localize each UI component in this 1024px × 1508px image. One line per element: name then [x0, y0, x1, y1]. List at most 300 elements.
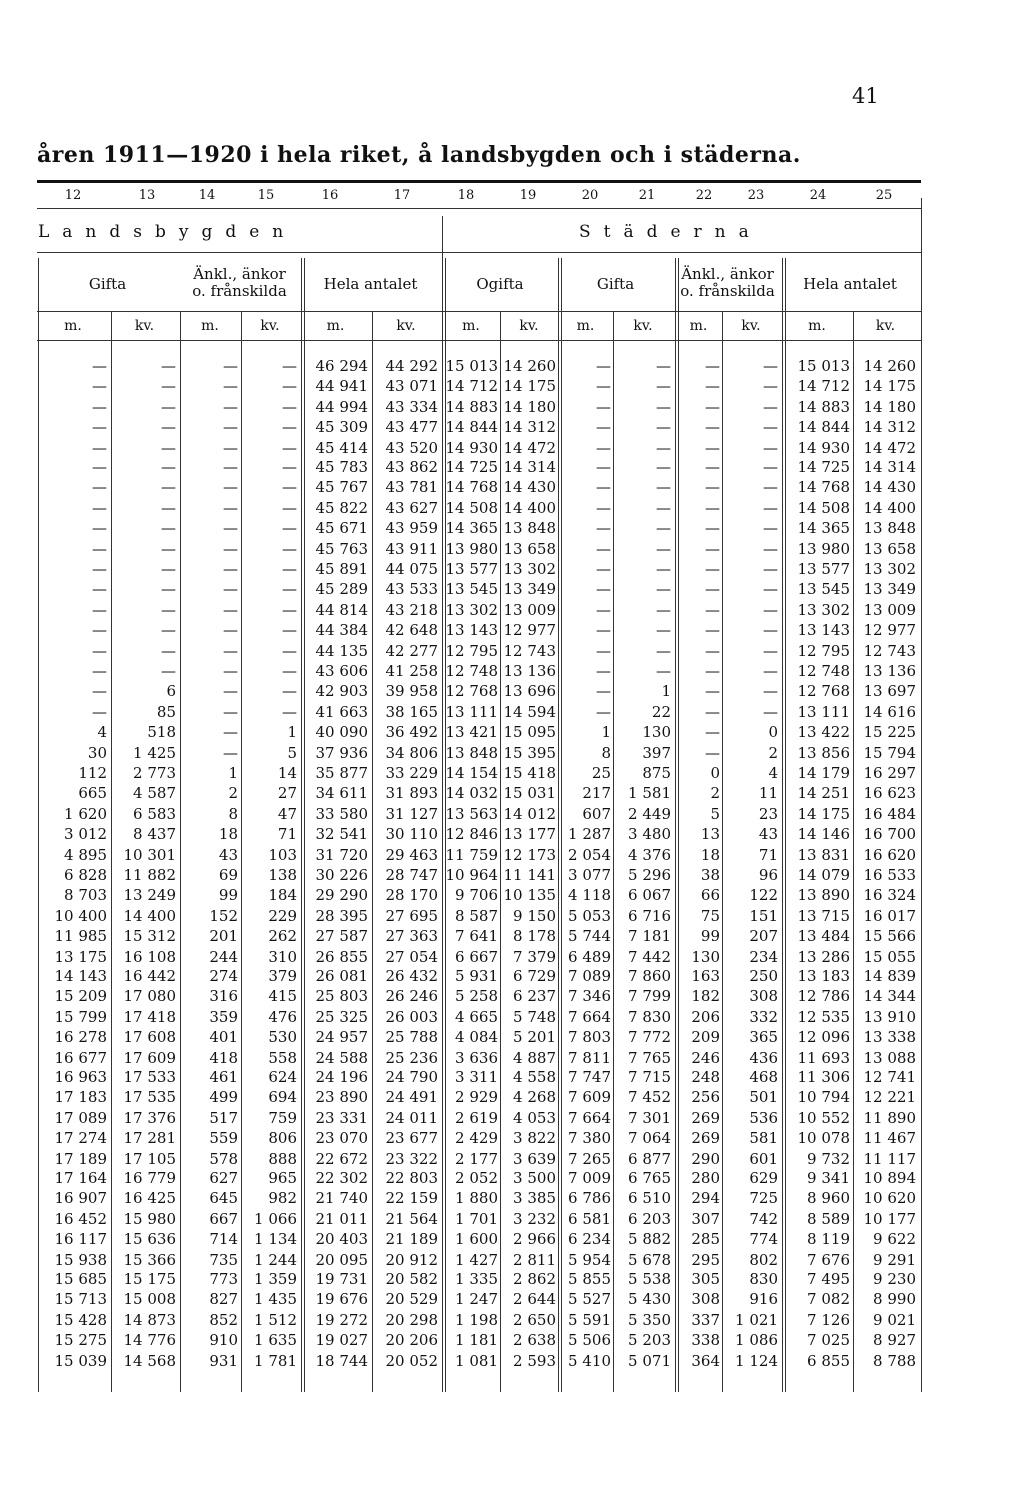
- table-cell: 2 638: [513, 1331, 556, 1350]
- column-group-ogifta_stad: Ogifta: [476, 275, 524, 293]
- table-cell: 5 678: [628, 1250, 671, 1269]
- table-cell: —: [223, 662, 238, 680]
- table-cell: —: [161, 519, 176, 538]
- table-cell: 16 017: [863, 906, 916, 925]
- table-cell: 184: [268, 886, 297, 905]
- column-number: 15: [257, 188, 275, 203]
- table-cell: 10 552: [797, 1108, 850, 1127]
- table-cell: 982: [268, 1189, 297, 1208]
- table-cell: 14 472: [863, 438, 916, 457]
- table-cell: 26 081: [315, 967, 368, 985]
- table-cell: 3 639: [513, 1149, 556, 1168]
- table-cell: 45 671: [315, 519, 368, 538]
- table-cell: 13 545: [797, 580, 850, 599]
- table-cell: 15 713: [54, 1290, 107, 1309]
- table-cell: 14 430: [503, 478, 556, 497]
- table-cell: 910: [209, 1331, 238, 1350]
- table-cell: 1 124: [735, 1351, 778, 1370]
- table-cell: 759: [268, 1108, 297, 1127]
- table-cell: 15 418: [503, 764, 556, 782]
- table-cell: 38: [700, 866, 720, 884]
- table-cell: 33 229: [385, 764, 438, 782]
- table-cell: 501: [749, 1088, 778, 1107]
- table-cell: —: [223, 580, 238, 599]
- table-cell: 7 715: [628, 1068, 671, 1086]
- table-cell: 152: [209, 906, 238, 925]
- table-cell: 13 577: [445, 560, 498, 578]
- table-cell: 5 931: [455, 967, 498, 985]
- table-cell: 23 322: [385, 1149, 438, 1168]
- table-cell: —: [705, 723, 720, 742]
- sex-label: m.: [462, 318, 480, 334]
- table-cell: 13 249: [123, 886, 176, 905]
- table-cell: —: [596, 519, 611, 538]
- table-cell: 19 676: [315, 1290, 368, 1309]
- table-cell: 14 180: [503, 397, 556, 416]
- table-cell: 8 990: [873, 1290, 916, 1309]
- table-cell: 11 759: [445, 845, 498, 864]
- table-cell: 14 260: [863, 357, 916, 375]
- table-cell: 14 175: [797, 804, 850, 823]
- table-cell: 13 563: [445, 804, 498, 823]
- column-group-hela_stad: Hela antalet: [803, 275, 897, 293]
- table-cell: 6 510: [628, 1189, 671, 1208]
- table-cell: 6 583: [133, 804, 176, 823]
- table-cell: 7 025: [807, 1331, 850, 1350]
- table-cell: 558: [268, 1048, 297, 1067]
- table-cell: 47: [277, 804, 297, 823]
- table-cell: 45 763: [315, 539, 368, 558]
- table-cell: 2 449: [628, 804, 671, 823]
- table-cell: 4 084: [455, 1028, 498, 1047]
- table-cell: 25 325: [315, 1007, 368, 1026]
- table-cell: —: [596, 682, 611, 701]
- column-number: 20: [581, 188, 599, 203]
- table-cell: —: [596, 418, 611, 437]
- table-cell: 43 781: [385, 478, 438, 497]
- table-cell: —: [92, 702, 107, 721]
- table-cell: 5 053: [568, 906, 611, 925]
- table-cell: —: [656, 621, 671, 640]
- table-cell: 285: [691, 1230, 720, 1249]
- table-cell: 16 623: [863, 784, 916, 803]
- table-cell: 28 395: [315, 906, 368, 925]
- table-cell: 415: [268, 987, 297, 1006]
- table-cell: 234: [749, 947, 778, 966]
- table-cell: 7 442: [628, 947, 671, 966]
- table-cell: 10 177: [863, 1209, 916, 1228]
- table-top-rule: [37, 180, 921, 183]
- table-cell: 14 146: [797, 825, 850, 844]
- table-cell: 8 587: [455, 906, 498, 925]
- table-cell: 14 768: [445, 478, 498, 497]
- table-cell: 16 324: [863, 886, 916, 905]
- table-cell: 17 535: [123, 1088, 176, 1107]
- table-cell: 6 855: [807, 1351, 850, 1370]
- table-cell: —: [282, 458, 297, 476]
- table-cell: 16 907: [54, 1189, 107, 1208]
- table-cell: 13 111: [797, 702, 850, 721]
- table-cell: 364: [691, 1351, 720, 1370]
- table-cell: —: [656, 478, 671, 497]
- table-cell: 6 828: [64, 866, 107, 884]
- table-cell: 3 385: [513, 1189, 556, 1208]
- table-cell: —: [92, 560, 107, 578]
- table-cell: —: [656, 600, 671, 619]
- table-cell: 6 716: [628, 906, 671, 925]
- table-cell: 44 814: [315, 600, 368, 619]
- table-cell: —: [282, 498, 297, 517]
- table-cell: 3 822: [513, 1129, 556, 1148]
- table-cell: —: [282, 600, 297, 619]
- table-cell: 27: [277, 784, 297, 803]
- sex-label: kv.: [260, 318, 280, 334]
- table-cell: 2 429: [455, 1129, 498, 1148]
- table-cell: 1 244: [254, 1250, 297, 1269]
- table-cell: 246: [691, 1048, 720, 1067]
- table-cell: 5 203: [628, 1331, 671, 1350]
- table-cell: —: [705, 377, 720, 396]
- table-cell: 14 312: [503, 418, 556, 437]
- table-cell: 14 179: [797, 764, 850, 782]
- table-cell: 24 011: [385, 1108, 438, 1127]
- table-cell: 9 732: [807, 1149, 850, 1168]
- table-cell: 1 287: [568, 825, 611, 844]
- table-cell: 4 118: [568, 886, 611, 905]
- table-cell: 13 286: [797, 947, 850, 966]
- table-cell: 14 400: [123, 906, 176, 925]
- table-cell: —: [92, 438, 107, 457]
- table-cell: 14 776: [123, 1331, 176, 1350]
- table-cell: 138: [268, 866, 297, 884]
- table-cell: 15 225: [863, 723, 916, 742]
- table-cell: 1: [228, 764, 238, 782]
- table-cell: —: [763, 458, 778, 476]
- table-cell: 16 425: [123, 1189, 176, 1208]
- table-cell: 22 302: [315, 1169, 368, 1187]
- table-cell: —: [763, 478, 778, 497]
- table-cell: 45 414: [315, 438, 368, 457]
- page-number: 41: [852, 84, 879, 108]
- table-cell: 8: [601, 743, 611, 762]
- table-cell: 5 744: [568, 927, 611, 946]
- table-cell: 13 848: [863, 519, 916, 538]
- table-cell: 14 930: [797, 438, 850, 457]
- column-group-line: Änkl., änkor: [193, 265, 286, 283]
- table-cell: 14: [277, 764, 297, 782]
- table-cell: 20 052: [385, 1351, 438, 1370]
- table-cell: 229: [268, 906, 297, 925]
- table-cell: —: [656, 438, 671, 457]
- table-cell: 3 500: [513, 1169, 556, 1187]
- column-number: 22: [695, 188, 713, 203]
- table-cell: 269: [691, 1108, 720, 1127]
- table-cell: 16 117: [54, 1230, 107, 1249]
- table-cell: 7 664: [568, 1007, 611, 1026]
- table-cell: —: [92, 682, 107, 701]
- table-cell: 13 980: [445, 539, 498, 558]
- table-cell: 20 403: [315, 1230, 368, 1249]
- table-cell: 45 822: [315, 498, 368, 517]
- table-cell: 7 009: [568, 1169, 611, 1187]
- table-cell: 24 790: [385, 1068, 438, 1086]
- table-cell: 7 301: [628, 1108, 671, 1127]
- table-cell: 10 135: [503, 886, 556, 905]
- table-cell: —: [763, 600, 778, 619]
- table-cell: 17 080: [123, 987, 176, 1006]
- table-cell: 11 306: [797, 1068, 850, 1086]
- table-cell: 14 930: [445, 438, 498, 457]
- sex-label: kv.: [741, 318, 761, 334]
- table-cell: —: [223, 377, 238, 396]
- table-cell: 12 743: [503, 641, 556, 660]
- table-cell: 43 959: [385, 519, 438, 538]
- table-cell: 9 230: [873, 1270, 916, 1288]
- table-cell: 852: [209, 1310, 238, 1329]
- table-cell: 499: [209, 1088, 238, 1107]
- table-cell: 43 862: [385, 458, 438, 476]
- table-cell: 15 039: [54, 1351, 107, 1370]
- table-cell: 13 302: [445, 600, 498, 619]
- table-cell: 4: [768, 764, 778, 782]
- table-cell: —: [223, 682, 238, 701]
- table-cell: 0: [710, 764, 720, 782]
- table-cell: —: [223, 519, 238, 538]
- column-number: 14: [198, 188, 216, 203]
- table-cell: 13 177: [503, 825, 556, 844]
- table-cell: —: [596, 560, 611, 578]
- table-cell: 13 088: [863, 1048, 916, 1067]
- table-cell: 12 977: [863, 621, 916, 640]
- table-cell: —: [656, 397, 671, 416]
- table-cell: 13 143: [797, 621, 850, 640]
- table-cell: 7 089: [568, 967, 611, 985]
- table-cell: 16 442: [123, 967, 176, 985]
- table-cell: 13 856: [797, 743, 850, 762]
- subheader-rule: [37, 340, 921, 341]
- table-cell: —: [92, 498, 107, 517]
- table-cell: 46 294: [315, 357, 368, 375]
- table-cell: 44 941: [315, 377, 368, 396]
- table-cell: —: [92, 357, 107, 375]
- table-cell: 15 008: [123, 1290, 176, 1309]
- table-cell: 17 608: [123, 1028, 176, 1047]
- column-number: 21: [638, 188, 656, 203]
- table-cell: 274: [209, 967, 238, 985]
- table-cell: 12 535: [797, 1007, 850, 1026]
- sex-label: m.: [576, 318, 595, 334]
- table-cell: 1 600: [455, 1230, 498, 1249]
- table-cell: 11: [758, 784, 778, 803]
- table-cell: 22 159: [385, 1189, 438, 1208]
- table-cell: —: [656, 357, 671, 375]
- table-cell: 23: [758, 804, 778, 823]
- table-cell: —: [223, 641, 238, 660]
- table-cell: —: [223, 702, 238, 721]
- table-cell: 14 725: [445, 458, 498, 476]
- table-cell: 13 484: [797, 927, 850, 946]
- table-cell: 7 803: [568, 1028, 611, 1047]
- table-cell: 5: [710, 804, 720, 823]
- table-cell: —: [92, 621, 107, 640]
- table-cell: 5 506: [568, 1331, 611, 1350]
- table-cell: 13: [700, 825, 720, 844]
- table-cell: 5 430: [628, 1290, 671, 1309]
- table-cell: —: [656, 519, 671, 538]
- column-number: 12: [64, 188, 82, 203]
- table-cell: 14 873: [123, 1310, 176, 1329]
- table-cell: 15 031: [503, 784, 556, 803]
- table-cell: 15 566: [863, 927, 916, 946]
- sex-label: m.: [201, 318, 219, 334]
- table-cell: —: [161, 580, 176, 599]
- table-cell: 14 725: [797, 458, 850, 476]
- column-group-gifta_land: Gifta: [88, 275, 127, 293]
- table-cell: 24 588: [315, 1048, 368, 1067]
- table-cell: —: [705, 478, 720, 497]
- column-number: 25: [875, 188, 893, 203]
- table-cell: 827: [209, 1290, 238, 1309]
- table-cell: 37 936: [315, 743, 368, 762]
- table-cell: 10 620: [863, 1189, 916, 1208]
- table-cell: 530: [268, 1028, 297, 1047]
- column-number: 17: [393, 188, 411, 203]
- table-cell: —: [596, 641, 611, 660]
- table-cell: 3 636: [455, 1048, 498, 1067]
- table-cell: 12 768: [797, 682, 850, 701]
- table-cell: 6 237: [513, 987, 556, 1006]
- table-cell: 559: [209, 1129, 238, 1148]
- table-cell: 9 291: [873, 1250, 916, 1269]
- table-cell: 15 013: [797, 357, 850, 375]
- table-cell: 10 794: [797, 1088, 850, 1107]
- table-cell: 5 350: [628, 1310, 671, 1329]
- table-cell: —: [161, 600, 176, 619]
- table-cell: 14 365: [797, 519, 850, 538]
- table-cell: 3 077: [568, 866, 611, 884]
- table-cell: —: [161, 478, 176, 497]
- table-cell: —: [656, 662, 671, 680]
- table-cell: 85: [156, 702, 176, 721]
- table-cell: 4 268: [513, 1088, 556, 1107]
- table-cell: 1 081: [455, 1351, 498, 1370]
- table-cell: 10 400: [54, 906, 107, 925]
- table-cell: —: [656, 560, 671, 578]
- table-cell: 38 165: [385, 702, 438, 721]
- table-cell: —: [223, 418, 238, 437]
- table-cell: 20 298: [385, 1310, 438, 1329]
- table-cell: 931: [209, 1351, 238, 1370]
- table-cell: 830: [749, 1270, 778, 1288]
- table-cell: 1 880: [455, 1189, 498, 1208]
- table-cell: 806: [268, 1129, 297, 1148]
- table-cell: 13 302: [863, 560, 916, 578]
- table-cell: 888: [268, 1149, 297, 1168]
- table-cell: 35 877: [315, 764, 368, 782]
- table-cell: 248: [691, 1068, 720, 1086]
- table-cell: —: [763, 539, 778, 558]
- table-cell: 14 079: [797, 866, 850, 884]
- table-cell: 3 311: [455, 1068, 498, 1086]
- table-cell: 13 545: [445, 580, 498, 599]
- table-cell: 27 587: [315, 927, 368, 946]
- table-cell: 536: [749, 1108, 778, 1127]
- table-cell: 14 594: [503, 702, 556, 721]
- table-cell: 44 384: [315, 621, 368, 640]
- table-cell: 14 175: [503, 377, 556, 396]
- table-cell: 12 741: [863, 1068, 916, 1086]
- table-cell: 27 363: [385, 927, 438, 946]
- table-cell: 16 677: [54, 1048, 107, 1067]
- table-cell: 42 903: [315, 682, 368, 701]
- table-cell: 43 520: [385, 438, 438, 457]
- table-cell: —: [763, 418, 778, 437]
- sex-label: kv.: [519, 318, 539, 334]
- table-cell: —: [705, 519, 720, 538]
- table-cell: —: [763, 702, 778, 721]
- table-cell: 12 743: [863, 641, 916, 660]
- table-cell: 14 143: [54, 967, 107, 985]
- table-cell: 10 894: [863, 1169, 916, 1187]
- table-cell: 99: [218, 886, 238, 905]
- column-number: 23: [747, 188, 765, 203]
- table-cell: 307: [691, 1209, 720, 1228]
- table-cell: 21 011: [315, 1209, 368, 1228]
- table-cell: 13 658: [503, 539, 556, 558]
- table-cell: 2 593: [513, 1351, 556, 1370]
- table-cell: —: [282, 560, 297, 578]
- table-cell: 13 910: [863, 1007, 916, 1026]
- table-cell: —: [763, 357, 778, 375]
- table-cell: —: [596, 702, 611, 721]
- table-cell: 5 954: [568, 1250, 611, 1269]
- table-cell: 5 538: [628, 1270, 671, 1288]
- table-cell: —: [161, 539, 176, 558]
- table-cell: 31 720: [315, 845, 368, 864]
- table-cell: —: [161, 498, 176, 517]
- table-cell: 7 765: [628, 1048, 671, 1067]
- table-cell: 209: [691, 1028, 720, 1047]
- table-cell: 2 052: [455, 1169, 498, 1187]
- table-cell: 7 265: [568, 1149, 611, 1168]
- table-cell: 14 314: [863, 458, 916, 476]
- table-cell: 15 095: [503, 723, 556, 742]
- table-cell: 20 529: [385, 1290, 438, 1309]
- table-cell: 14 344: [863, 987, 916, 1006]
- table-cell: 13 890: [797, 886, 850, 905]
- table-cell: 15 395: [503, 743, 556, 762]
- table-cell: 13 715: [797, 906, 850, 925]
- table-cell: 44 292: [385, 357, 438, 375]
- table-cell: 43 606: [315, 662, 368, 680]
- table-cell: 2 650: [513, 1310, 556, 1329]
- table-cell: 5 855: [568, 1270, 611, 1288]
- table-cell: 21 740: [315, 1189, 368, 1208]
- table-cell: 11 890: [863, 1108, 916, 1127]
- table-cell: 518: [147, 723, 176, 742]
- table-cell: —: [223, 600, 238, 619]
- table-cell: 20 912: [385, 1250, 438, 1269]
- table-cell: 476: [268, 1007, 297, 1026]
- table-cell: —: [161, 397, 176, 416]
- table-cell: 182: [691, 987, 720, 1006]
- table-cell: 30 110: [385, 825, 438, 844]
- table-cell: 26 246: [385, 987, 438, 1006]
- table-cell: 461: [209, 1068, 238, 1086]
- table-cell: 14 712: [797, 377, 850, 396]
- table-cell: 332: [749, 1007, 778, 1026]
- table-cell: 1 198: [455, 1310, 498, 1329]
